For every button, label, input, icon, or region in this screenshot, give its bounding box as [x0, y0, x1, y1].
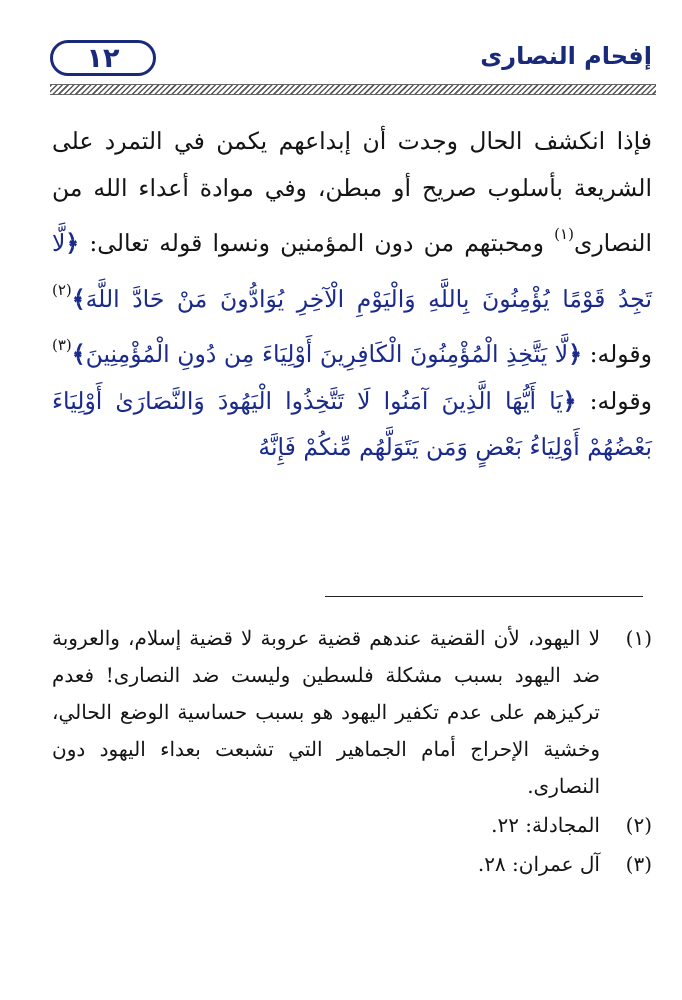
- footnote-ref-1: (١): [554, 225, 574, 243]
- quran-verse-2: لَّا يَتَّخِذِ الْمُؤْمِنُونَ الْكَافِرِينَ أَوْلِيَاءَ مِن دُونِ الْمُؤْمِنِينَ: [85, 340, 569, 368]
- footnote-text: آل عمران: ٢٨.: [477, 852, 600, 876]
- footnote-number: (١): [625, 626, 652, 650]
- verse-bracket-open-2: ﴿: [568, 340, 582, 368]
- page-number-text: ١٢: [86, 42, 120, 74]
- footnotes: [52, 620, 652, 885]
- footnote-divider: [325, 596, 643, 597]
- footnote-item: [52, 620, 652, 805]
- page-number: [50, 40, 156, 76]
- footnote-text: المجادلة: ٢٢.: [491, 813, 600, 837]
- footnote-ref-2: (٢): [52, 280, 72, 299]
- body-text-1: فإذا انكشف الحال وجدت أن إبداعهم يكمن في التمرد على الشريعة بأسلوب صريح أو مبطن، وفي موادة أعداء الله من النصارى: [52, 127, 652, 257]
- footnote-number: (٣): [625, 852, 652, 876]
- verse-bracket-open-3: ﴿: [562, 386, 577, 415]
- verse-bracket-close-2: ﴾: [71, 340, 86, 368]
- quran-verse-1: لَّا تَجِدُ قَوْمًا يُؤْمِنُونَ بِاللَّهِ وَالْيَوْمِ الْآخِرِ يُوَادُّونَ مَنْ حَادَّ اللَّهَ: [52, 229, 652, 313]
- footnote-item: [52, 807, 652, 844]
- page-header: [50, 38, 656, 94]
- footnote-item: [52, 846, 652, 883]
- body-text-3: وقوله:: [582, 340, 652, 368]
- quran-verse-3: يَا أَيُّهَا الَّذِينَ آمَنُوا لَا تَتَّخِذُوا الْيَهُودَ وَالنَّصَارَىٰ أَوْلِيَاءَ بَعْضُهُمْ أَوْلِيَاءُ بَعْضٍ وَمَن يَتَوَلَّهُم مِّنكُمْ فَإِنَّهُ: [52, 386, 652, 461]
- verse-bracket-close-1: ﴾: [71, 284, 86, 313]
- body-text-4: وقوله:: [576, 386, 652, 415]
- footnote-ref-3: (٣): [52, 336, 72, 354]
- footnote-text: لا اليهود، لأن القضية عندهم قضية عروبة لا قضية إسلام، والعروبة ضد اليهود بسبب مشكلة فلسطين وليست ضد النصارى! فعدم تركيزهم على عدم تكفير اليهود هو بسبب حساسية الوضع الحالي، وخشية الإحراج أمام الجماهير التي تشبعت بعداء اليهود دون النصارى.: [52, 626, 600, 798]
- verse-bracket-open-1: ﴿: [65, 229, 80, 257]
- footnote-number: (٢): [625, 813, 652, 837]
- running-title: إفحام النصارى: [480, 42, 652, 70]
- header-hatch-bar: [50, 84, 656, 95]
- main-paragraph: [52, 118, 652, 471]
- body-text-2: ومحبتهم من دون المؤمنين ونسوا قوله تعالى:: [79, 229, 555, 257]
